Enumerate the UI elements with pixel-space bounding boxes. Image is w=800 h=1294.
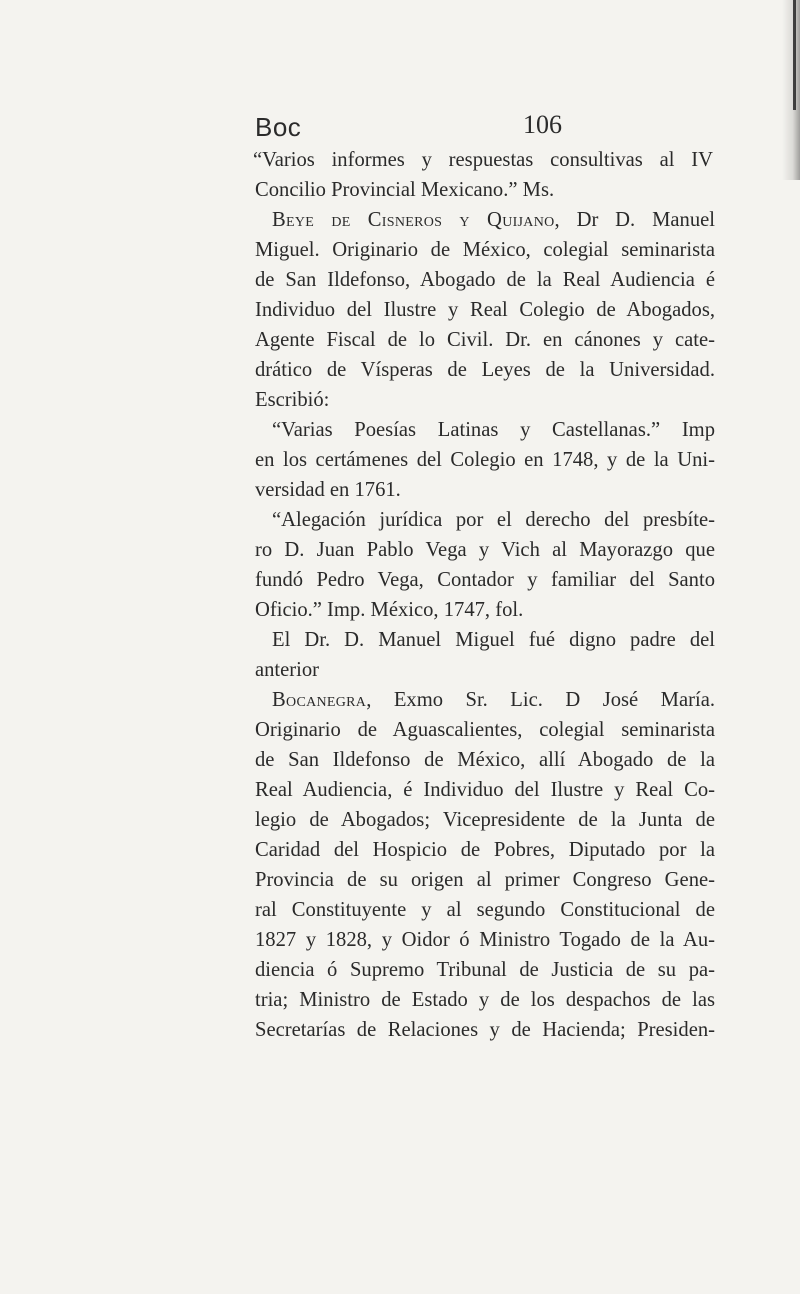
body-line: anterior [255, 659, 320, 681]
page-edge-line [793, 0, 796, 110]
body-line: diencia ó Supremo Tribunal de Justicia de su pa- [255, 959, 715, 981]
body-line: Concilio Provincial Mexicano.” Ms. [255, 179, 555, 201]
body-line: en los certámenes del Colegio en 1748, y de la Uni- [255, 449, 715, 471]
body-line: Oficio.” Imp. México, 1747, fol. [255, 599, 524, 621]
body-line: fundó Pedro Vega, Contador y familiar del Santo [255, 569, 715, 591]
body-line: ro D. Juan Pablo Vega y Vich al Mayorazgo que [255, 539, 715, 561]
body-line: “Varias Poesías Latinas y Castellanas.” Imp [272, 419, 715, 441]
entry-name: Bocanegra [272, 689, 367, 711]
body-line: “Varios informes y respuestas consultivas al IV [253, 149, 713, 171]
body-line: Caridad del Hospicio de Pobres, Diputado por la [255, 839, 715, 861]
body-line: Individuo del Ilustre y Real Colegio de Abogados, [255, 299, 715, 321]
body-line: tria; Ministro de Estado y de los despachos de las [255, 989, 715, 1011]
body-line: “Alegación jurídica por el derecho del presbíte- [272, 509, 715, 531]
body-line: Escribió: [255, 389, 330, 411]
page-edge-shadow [782, 0, 800, 180]
body-line: Originario de Aguascalientes, colegial seminarista [255, 719, 715, 741]
body-line: El Dr. D. Manuel Miguel fué digno padre del [272, 629, 715, 651]
body-line: Real Audiencia, é Individuo del Ilustre y Real Co- [255, 779, 715, 801]
body-line: de San Ildefonso de México, allí Abogado de la [255, 749, 715, 771]
body-line: 1827 y 1828, y Oidor ó Ministro Togado de la Au- [255, 929, 715, 951]
running-head: Boc [255, 112, 302, 142]
page-number: 106 [523, 110, 562, 139]
entry-heading-line: Beye de Cisneros y Quijano, Dr D. Manuel [272, 209, 715, 231]
body-line: Secretarías de Relaciones y de Hacienda; Presiden- [255, 1019, 715, 1041]
body-line: Provincia de su origen al primer Congreso Gene- [255, 869, 715, 891]
body-line: de San Ildefonso, Abogado de la Real Audiencia é [255, 269, 715, 291]
body-line: legio de Abogados; Vicepresidente de la Junta de [255, 809, 715, 831]
body-line: Agente Fiscal de lo Civil. Dr. en cánones y cate- [255, 329, 715, 351]
entry-name: Beye de Cisneros y Quijano [272, 209, 555, 231]
body-line: Miguel. Originario de México, colegial seminarista [255, 239, 715, 261]
body-line: ral Constituyente y al segundo Constitucional de [255, 899, 715, 921]
body-line: versidad en 1761. [255, 479, 401, 501]
entry-heading-line: Bocanegra, Exmo Sr. Lic. D José María. [272, 689, 715, 711]
body-line: drático de Vísperas de Leyes de la Universidad. [255, 359, 715, 381]
